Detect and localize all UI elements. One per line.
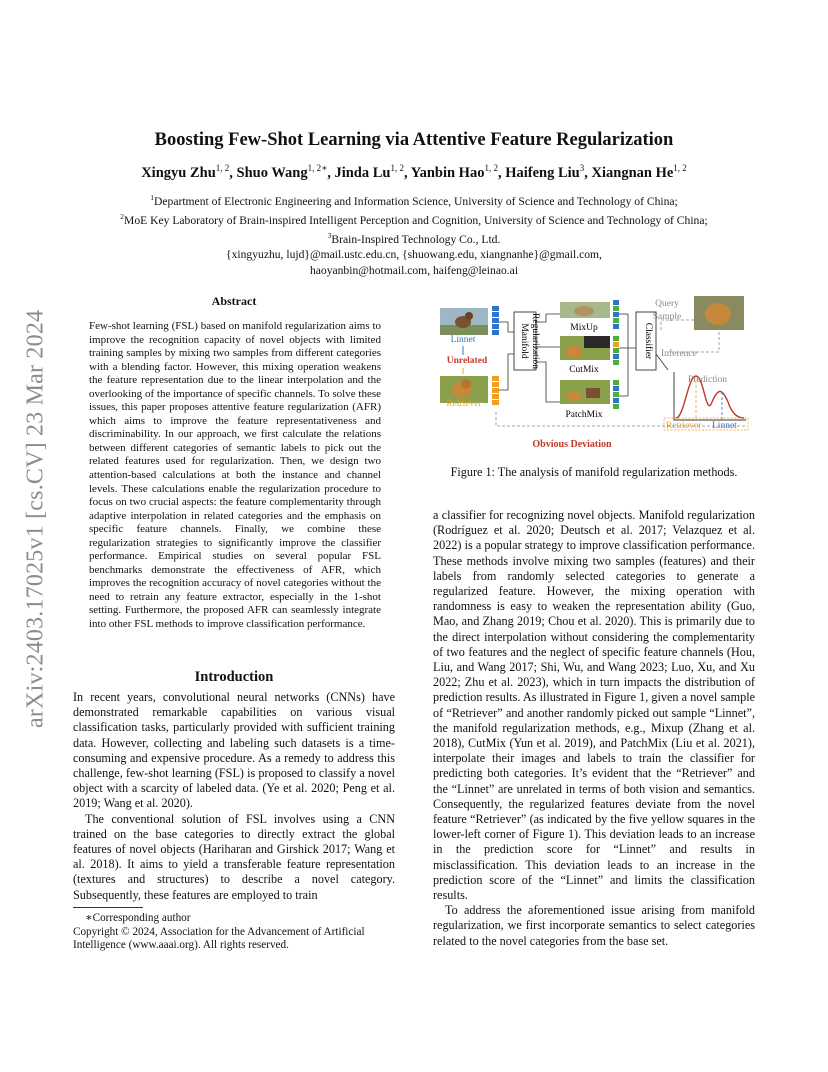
figure-1-caption: Figure 1: The analysis of manifold regularization methods.: [450, 465, 738, 479]
author-list: Xingyu Zhu$^{1, 2}$, Shuo Wang$^{1, 2∗}$, Jinda Lu$^{1, 2}$, Yanbin Hao$^{1, 2}$, Haifeng Liu$^3$, Xiangnan He$^{1, 2}$: [141, 163, 687, 181]
cutmix-feature-bar: [613, 336, 619, 365]
cutmix-image: [560, 336, 610, 360]
obvious-deviation-label: Obvious Deviation: [532, 439, 612, 450]
author-name: Xingyu Zhu: [141, 164, 216, 181]
introduction-text: [73, 690, 395, 903]
footnote-divider: [73, 907, 143, 908]
patchmix-label: PatchMix: [565, 410, 603, 420]
retriever-feature-bar: [492, 376, 499, 405]
prediction-label: Prediction: [688, 375, 728, 385]
author-affiliation-mark: 1, 2∗: [307, 163, 328, 173]
arxiv-identifier: arXiv:2403.17025v1 [cs.CV] 23 Mar 2024: [22, 309, 49, 729]
cutmix-label: CutMix: [569, 365, 599, 375]
sample-label: Sample: [652, 312, 682, 322]
classifier-label: Classifier: [643, 322, 653, 360]
intro-paragraph-1: In recent years, convolutional neural networks (CNNs) have demonstrated remarkable capabilities on various visual classification tasks, particularly provided with sufficient training data. However, collecting and labeling such datasets is a time-consuming and expensive procedure. As a remedy to address this challenge, few-shot learning (FSL) is proposed to classify a novel object with a scarcity of labeled data. (Ye et al. 2020; Peng et al. 2019; Wang et al. 2020).: [73, 690, 395, 811]
legend-linnet: Linnet: [712, 421, 737, 431]
linnet-label: Linnet: [450, 335, 476, 345]
author-name: Yanbin Hao: [410, 164, 485, 181]
intro-paragraph-2: The conventional solution of FSL involves using a CNN trained on the base categories to directly extract the global features of novel objects (Hariharan and Girshick 2017; Wang et al. 2018). It aims to yield a transferable feature representation (textures and structures) to describe a novel category. Subsequently, these features are employed to train: [73, 811, 395, 902]
mixup-image: [560, 302, 610, 318]
author-name: Shuo Wang: [236, 164, 308, 181]
linnet-image: [440, 308, 488, 335]
right-paragraph-2: To address the aforementioned issue arising from manifold regularization, we first incorporate semantics to select categories related to the novel categories from the base set.: [433, 903, 755, 948]
figure-1-diagram: [436, 292, 758, 454]
linnet-feature-bar: [492, 306, 499, 335]
retriever-label: Retriever: [446, 399, 482, 409]
author-affiliation-mark: 1, 2: [484, 163, 498, 173]
mixup-label: MixUp: [570, 323, 598, 333]
query-label: Query: [655, 299, 679, 309]
manifold-label: Manifold: [519, 323, 529, 359]
query-sample-image: [694, 296, 744, 330]
abstract-heading: Abstract: [211, 294, 257, 308]
affiliations: [60, 190, 768, 278]
patchmix-image: [560, 380, 610, 404]
inference-label: Inference: [661, 349, 697, 359]
author-name: Xiangnan He: [591, 164, 674, 181]
email-line-2: haoyanbin@hotmail.com, haifeng@leinao.ai: [309, 263, 519, 277]
email-line-1: {xingyuzhu, lujd}@mail.ustc.edu.cn, {shuowang.edu, xiangnanhe}@gmail.com,: [226, 248, 602, 262]
author-name: Haifeng Liu: [505, 164, 580, 181]
corresponding-author-note: ∗Corresponding author: [85, 912, 191, 924]
regularization-label: Regularization: [530, 313, 540, 369]
affiliation-3: $^3$Brain-Inspired Technology Co., Ltd.: [327, 231, 501, 247]
legend-retriever: Retriever: [666, 421, 702, 431]
right-paragraph-1: a classifier for recognizing novel objects. Manifold regularization (Rodríguez et al. 2020; Deutsch et al. 2017; Velazquez et al. 2022) is a popular strategy to improve classification performance. These methods involve mixing two samples (features) and their labels from randomly selected categories to generate a regularized feature. However, the mixing operation with randomness is easy to weaken the representation ability (Guo, Mao, and Zhang 2019; Chou et al. 2020). This is primarily due to the direct interpolation without considering the complementarity of two features and the neglect of specific feature channels (Hou, Liu, and Wang 2017; Shi, Wu, and Wang 2023; Luo, Xu, and Xu 2022; Zhu et al. 2023), which in turn impacts the distribution of prediction results. As illustrated in Figure 1, given a novel sample of “Retriever” and another randomly picked out sample “Linnet”, the manifold regularization methods, e.g., Mixup (Zhang et al. 2018), CutMix (Yun et al. 2019), and PatchMix (Liu et al. 2021), interpolate their images and labels to train the classifier for predicting both categories. It’s evident that the “Retriever” and the “Linnet” are unrelated in terms of both vision and semantics. Consequently, the regularized features deviate from the novel feature “Retriever” (as indicated by the five yellow squares in the lower-left corner of Figure 1). This deviation leads to an increase in the prediction score for “Linnet” and results in misclassification. This deviation leads to an increase in the prediction score of the “Linnet” and limits the classification results.: [433, 508, 755, 903]
affiliation-1: $^1$Department of Electronic Engineering and Information Science, University of Science and Technology of China;: [150, 193, 678, 208]
introduction-heading: Introduction: [194, 669, 274, 685]
copyright-note: Copyright © 2024, Association for the Advancement of Artificial Intelligence (www.aaai.org). All rights reserved.: [73, 925, 365, 951]
right-column-text: [433, 508, 755, 949]
affiliation-2: $^2$MoE Key Laboratory of Brain-inspired Intelligent Perception and Cognition, University of Science and Technology of China;: [120, 212, 708, 228]
patchmix-feature-bar: [613, 380, 619, 409]
paper-title: Boosting Few-Shot Learning via Attentive Feature Regularization: [154, 130, 674, 150]
abstract-text: Few-shot learning (FSL) based on manifold regularization aims to improve the recognition capacity of novel objects with limited training samples by mixing two samples from different categories with a blending factor. However, this mixing operation weakens the feature representation due to the linear interpolation and the overlooking of the importance of specific channels. To solve these issues, this paper proposes attentive feature regularization (AFR) which aims to improve the feature representativeness and discriminability. In our approach, we first calculate the relations between different categories of semantic labels to pick out the related features used for regularization. Then, we design two attention-based calculations at both the instance and channel levels. These calculations enable the regularization procedure to focus on two crucial aspects: the feature complementarity through adaptive interpolation in related categories and the emphasis on specific feature channels. Finally, we combine these regularization strategies to significantly improve the classifier performance. Empirical studies on several popular FSL benchmarks demonstrate the effectiveness of AFR, which improves the recognition accuracy of novel categories without the need to retrain any feature extractor, especially in the 1-shot setting. Furthermore, the proposed AFR can seamlessly integrate into other FSL methods to improve classification performance.: [89, 320, 381, 631]
footnotes: [73, 912, 398, 953]
author-name: Jinda Lu: [334, 164, 391, 181]
author-affiliation-mark: 1, 2: [215, 163, 230, 173]
mixup-feature-bar: [613, 300, 619, 329]
author-affiliation-mark: 1, 2: [673, 163, 687, 173]
unrelated-label: Unrelated: [446, 356, 488, 366]
author-affiliation-mark: 3: [579, 163, 585, 173]
author-affiliation-mark: 1, 2: [390, 163, 404, 173]
